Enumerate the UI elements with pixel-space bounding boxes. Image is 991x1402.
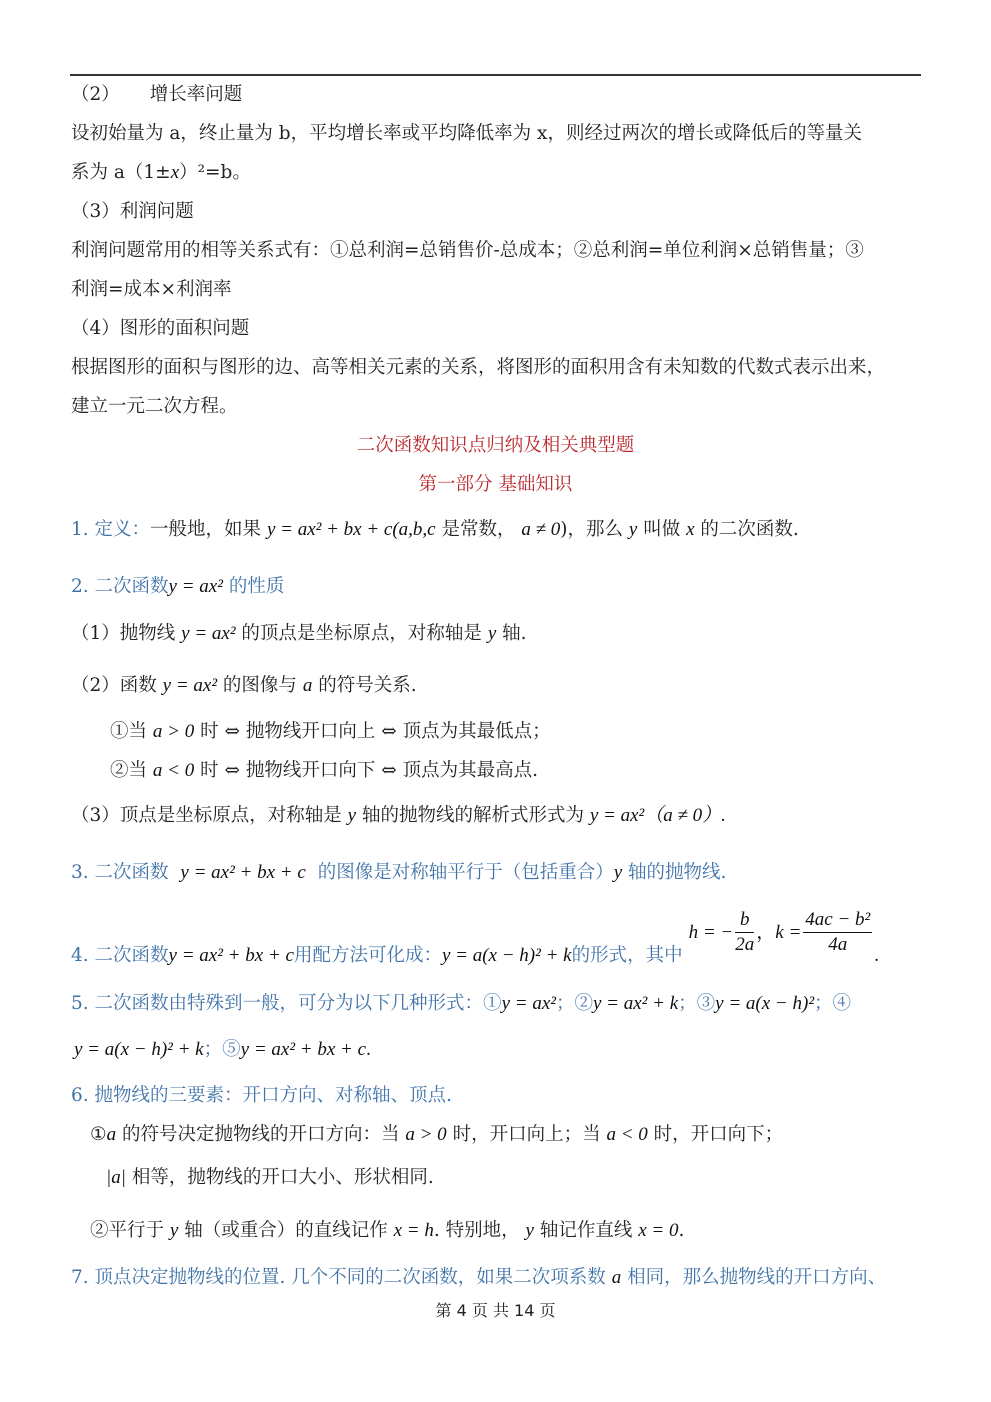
circled-number: ⑤ (222, 1039, 241, 1060)
math: a > 0 (152, 721, 195, 742)
text: 的形式，其中 (571, 945, 683, 966)
text: 相同，那么抛物线的开口方向、 (621, 1267, 887, 1288)
denominator: 4a (828, 934, 848, 955)
section-number: （2） (71, 84, 120, 105)
item-label: 3. 二次函数 (71, 862, 175, 883)
text: 用配方法可化成： (293, 945, 442, 966)
text: 一般地，如果 (150, 519, 267, 540)
text: 的二次函数. (694, 519, 799, 540)
text: ②平行于 (90, 1220, 170, 1241)
math: y (628, 519, 638, 540)
math: |a| (106, 1167, 126, 1188)
text: . 特别地， (433, 1220, 526, 1241)
item-2-1 (71, 622, 527, 646)
math: a > 0 (405, 1124, 447, 1145)
math: y (487, 623, 497, 644)
header-rule (70, 74, 921, 76)
document-title: 二次函数知识点归纳及相关典型题 (356, 435, 635, 456)
text: 轴的抛物线的解析式形式为 (356, 805, 590, 826)
text: （1）抛物线 (71, 623, 182, 644)
section-title: 增长率问题 (149, 84, 243, 105)
text: 7. 顶点决定抛物线的位置. 几个不同的二次函数，如果二次项系数 (71, 1267, 612, 1288)
item-5-cont (74, 1038, 371, 1062)
math: y = ax² + bx + c(a,b,c (266, 519, 436, 540)
item-2-2 (71, 674, 417, 698)
math: y = ax² + bx + c (168, 945, 294, 966)
text: ①当 (110, 721, 153, 742)
math: y = a(x − h)² (715, 993, 815, 1014)
text: 的顶点是坐标原点，对称轴是 (235, 623, 488, 644)
paragraph-line: 根据图形的面积与图形的边、高等相关元素的关系，将图形的面积用含有未知数的代数式表示出来， (71, 357, 886, 378)
text: 的图像是对称轴平行于（包括重合） (311, 862, 614, 883)
math: a (106, 1124, 117, 1145)
separator: ； (203, 1039, 223, 1060)
numerator: b (735, 908, 754, 933)
section-profit-heading: （3）利润问题 (71, 201, 194, 222)
circled-number: ① (483, 993, 502, 1014)
item-2-2-b (110, 759, 538, 783)
math: y = ax² (162, 675, 218, 696)
math: a (302, 675, 313, 696)
item-6-1-cont (106, 1166, 434, 1190)
text: 的图像与 (217, 675, 303, 696)
vertex-formula (689, 908, 875, 957)
math: y = ax²（a ≠ 0）. (589, 805, 726, 826)
item-6-heading: 6. 抛物线的三要素：开口方向、对称轴、顶点. (71, 1085, 452, 1106)
math: y = ax² + bx + c (240, 1039, 367, 1060)
text: 时，开口向上；当 (446, 1124, 607, 1145)
text: 叫做 (637, 519, 687, 540)
item-label: 1. 定义： (71, 519, 151, 540)
text: 的符号关系. (312, 675, 417, 696)
paragraph-line (71, 161, 251, 185)
paragraph-line: 利润=成本×利润率 (71, 279, 232, 300)
math: h = − (688, 921, 734, 943)
item-label: 2. 二次函数 (71, 576, 169, 597)
math: x (170, 162, 180, 183)
math: y (525, 1220, 534, 1241)
fraction-h (735, 908, 754, 957)
text: ②当 (110, 760, 153, 781)
item-1-definition (71, 518, 799, 542)
text: 轴（或重合）的直线记作 (178, 1220, 394, 1241)
item-2-3 (71, 804, 726, 828)
period: . (874, 945, 879, 966)
item-6-2 (90, 1219, 684, 1243)
text: 时 ⇔ 抛物线开口向下 ⇔ 顶点为其最高点. (194, 760, 539, 781)
section-growth-heading (71, 83, 242, 107)
period: . (366, 1039, 371, 1060)
text: 系为 a（1± (71, 162, 171, 183)
math: x = h (393, 1220, 434, 1241)
fraction-k (803, 908, 872, 957)
separator: ； (555, 993, 575, 1014)
text: )，那么 (560, 519, 629, 540)
item-2-heading (71, 575, 284, 599)
section-area-heading: （4）图形的面积问题 (71, 318, 250, 339)
math: x = 0 (638, 1220, 679, 1241)
item-label: 5. 二次函数由特殊到一般，可分为以下几种形式： (71, 993, 484, 1014)
math: k = (775, 921, 802, 943)
item-4 (71, 908, 879, 968)
math: x (686, 519, 695, 540)
math: y (347, 805, 357, 826)
math: a < 0 (152, 760, 195, 781)
math: a (611, 1267, 622, 1288)
math: y = ax² (168, 576, 223, 597)
paragraph-line: 设初始量为 a，终止量为 b，平均增长率或平均降低率为 x，则经过两次的增长或降低后的等量关 (71, 123, 862, 144)
circled-number: ② (574, 993, 593, 1014)
item-2-2-a (110, 720, 551, 744)
text: 是常数， (435, 519, 522, 540)
math: y = a(x − h)² + k (441, 945, 572, 966)
numerator: 4ac − b² (803, 908, 872, 933)
circled-number: ③ (696, 993, 716, 1014)
math: y (613, 862, 623, 883)
text: 轴的抛物线. (622, 862, 727, 883)
text: 相等，抛物线的开口大小、形状相同. (125, 1167, 434, 1188)
item-label: 4. 二次函数 (71, 945, 169, 966)
paragraph-line: 建立一元二次方程。 (71, 396, 238, 417)
text: 时，开口向下； (647, 1124, 784, 1145)
text: 时 ⇔ 抛物线开口向上 ⇔ 顶点为其最低点； (194, 721, 551, 742)
item-5 (71, 992, 851, 1016)
text: 的性质 (222, 576, 285, 597)
circled-number: ④ (832, 993, 852, 1014)
text: 轴记作直线 (533, 1220, 639, 1241)
math: y (169, 1220, 179, 1241)
math: y = ax² + bx + c (180, 862, 306, 883)
item-3 (71, 861, 726, 885)
math: y = ax² (501, 993, 556, 1014)
paragraph-line: 利润问题常用的相等关系式有：①总利润=总销售价-总成本；②总利润=单位利润×总销售量；③ (71, 240, 864, 261)
page-footer: 第 4 页 共 14 页 (435, 1301, 556, 1320)
text: 的符号决定抛物线的开口方向：当 (116, 1124, 406, 1145)
item-7 (71, 1266, 886, 1290)
math: y = ax² + k (592, 993, 679, 1014)
math: y = a(x − h)² + k (74, 1039, 204, 1060)
text: ）²=b。 (179, 162, 251, 183)
math: a ≠ 0 (521, 519, 561, 540)
separator: ； (678, 993, 697, 1014)
text: . (678, 1220, 685, 1241)
math: y = ax² (181, 623, 236, 644)
math: a < 0 (606, 1124, 648, 1145)
document-subtitle: 第一部分 基础知识 (418, 474, 573, 495)
denominator: 2a (735, 934, 755, 955)
item-6-1 (90, 1123, 783, 1147)
text: （3）顶点是坐标原点，对称轴是 (71, 805, 348, 826)
text: （2）函数 (71, 675, 163, 696)
separator: ； (814, 993, 833, 1014)
text: 轴. (496, 623, 527, 644)
separator: ， (756, 921, 776, 943)
text: ① (90, 1124, 107, 1145)
